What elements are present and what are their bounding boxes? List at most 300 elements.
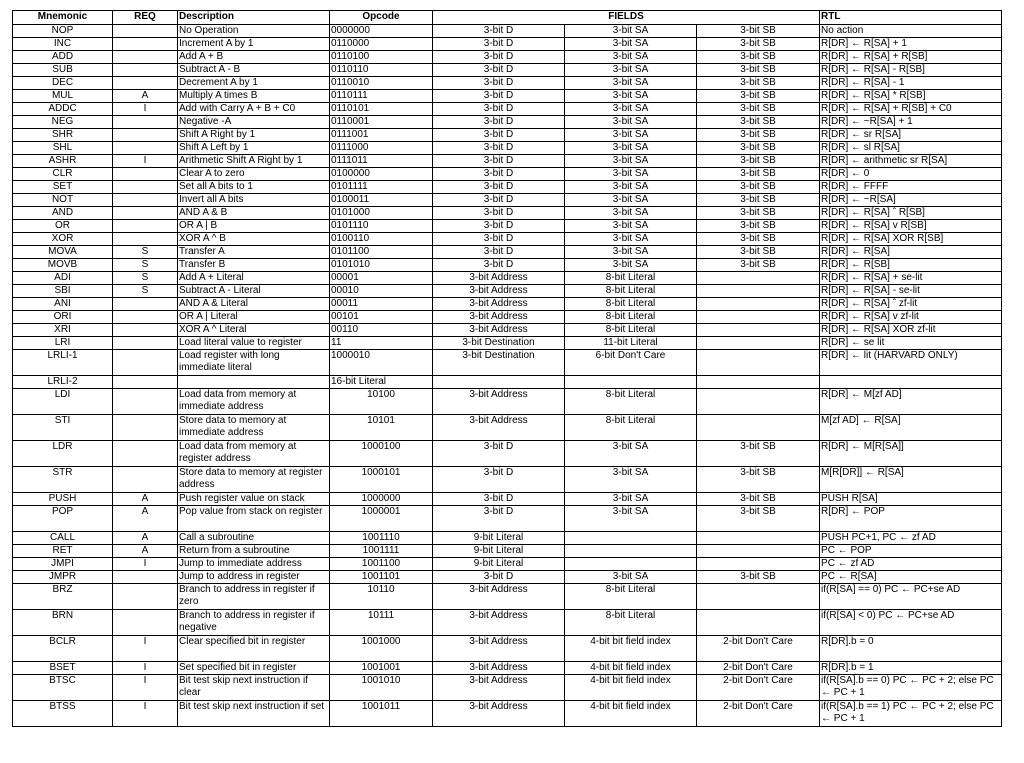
field1-cell: 3-bit D [433,194,565,207]
field1-cell: 3-bit D [433,571,565,584]
table-row [13,571,1002,584]
opcode-cell: 0110110 [330,64,433,77]
mnemonic-cell: JMPR [13,571,113,584]
req-cell [113,220,178,233]
field1-cell: 3-bit Address [433,389,565,415]
field2-cell: 3-bit SA [565,259,697,272]
req-cell [113,298,178,311]
description-cell: Load data from memory at immediate address [178,389,330,415]
description-cell: Store data to memory at immediate address [178,415,330,441]
req-cell [113,129,178,142]
table-row [13,662,1002,675]
req-cell [113,389,178,415]
description-cell: Branch to address in register if zero [178,584,330,610]
description-cell: Increment A by 1 [178,38,330,51]
opcode-cell: 0101111 [330,181,433,194]
field3-cell: 3-bit SB [697,506,820,532]
table-row [13,116,1002,129]
opcode-cell: 00101 [330,311,433,324]
rtl-cell: R[DR] ← sr R[SA] [820,129,1002,142]
opcode-cell: 0101110 [330,220,433,233]
field1-cell: 3-bit Address [433,272,565,285]
description-cell: No Operation [178,25,330,38]
rtl-cell: R[DR] ← lit (HARVARD ONLY) [820,350,1002,376]
mnemonic-cell: LRLI-2 [13,376,113,389]
field3-cell [697,558,820,571]
rtl-cell: R[DR] ← 0 [820,168,1002,181]
table-row [13,337,1002,350]
description-cell: Clear specified bit in register [178,636,330,662]
field2-cell: 8-bit Literal [565,415,697,441]
field3-cell: 3-bit SB [697,129,820,142]
rtl-cell: PUSH PC+1, PC ← zf AD [820,532,1002,545]
rtl-cell: PC ← zf AD [820,558,1002,571]
field1-cell: 3-bit D [433,207,565,220]
req-cell [113,467,178,493]
description-cell: Jump to address in register [178,571,330,584]
field1-cell: 3-bit D [433,90,565,103]
req-cell [113,38,178,51]
field2-cell: 11-bit Literal [565,337,697,350]
table-row [13,506,1002,532]
field1-cell: 3-bit Address [433,298,565,311]
req-cell: S [113,285,178,298]
table-row [13,584,1002,610]
rtl-cell: if(R[SA] == 0) PC ← PC+se AD [820,584,1002,610]
rtl-cell: R[DR] ← M[zf AD] [820,389,1002,415]
field1-cell: 9-bit Literal [433,545,565,558]
field2-cell [565,558,697,571]
mnemonic-cell: STI [13,415,113,441]
field3-cell [697,532,820,545]
mnemonic-cell: ADI [13,272,113,285]
rtl-cell: if(R[SA] < 0) PC ← PC+se AD [820,610,1002,636]
rtl-cell: R[DR] ← R[SB] [820,259,1002,272]
req-cell: A [113,90,178,103]
field3-cell [697,545,820,558]
req-cell: I [113,701,178,727]
header-row [13,11,1002,25]
req-cell: I [113,155,178,168]
field3-cell: 3-bit SB [697,493,820,506]
col-req-header: REQ [113,11,178,25]
field1-cell: 3-bit D [433,38,565,51]
field1-cell: 3-bit Address [433,285,565,298]
field3-cell: 3-bit SB [697,194,820,207]
table-row [13,38,1002,51]
opcode-cell: 1000010 [330,350,433,376]
field3-cell [697,285,820,298]
field2-cell: 4-bit bit field index [565,675,697,701]
table-row [13,610,1002,636]
mnemonic-cell: MUL [13,90,113,103]
description-cell: Add with Carry A + B + C0 [178,103,330,116]
rtl-cell: R[DR] ← sl R[SA] [820,142,1002,155]
field2-cell: 3-bit SA [565,103,697,116]
rtl-cell: R[DR] ← R[SA] + se-lit [820,272,1002,285]
rtl-cell: PC ← R[SA] [820,571,1002,584]
rtl-cell: R[DR] ← R[SA] - 1 [820,77,1002,90]
field2-cell: 3-bit SA [565,116,697,129]
opcode-cell: 10110 [330,584,433,610]
mnemonic-cell: BSET [13,662,113,675]
req-cell [113,181,178,194]
field2-cell: 8-bit Literal [565,272,697,285]
rtl-cell: PUSH R[SA] [820,493,1002,506]
description-cell: OR A | Literal [178,311,330,324]
description-cell: Push register value on stack [178,493,330,506]
req-cell [113,77,178,90]
opcode-cell: 1001001 [330,662,433,675]
opcode-cell: 0101010 [330,259,433,272]
req-cell [113,194,178,207]
table-row [13,324,1002,337]
opcode-cell: 10111 [330,610,433,636]
rtl-cell: R[DR] ← R[SA] XOR zf-lit [820,324,1002,337]
rtl-cell: R[DR] ← R[SA] - R[SB] [820,64,1002,77]
field2-cell: 8-bit Literal [565,324,697,337]
description-cell: Jump to immediate address [178,558,330,571]
field2-cell: 3-bit SA [565,168,697,181]
mnemonic-cell: BCLR [13,636,113,662]
field2-cell: 3-bit SA [565,506,697,532]
req-cell [113,207,178,220]
opcode-cell: 00110 [330,324,433,337]
field1-cell [433,376,565,389]
mnemonic-cell: XOR [13,233,113,246]
opcode-cell: 1001010 [330,675,433,701]
field3-cell [697,610,820,636]
table-row [13,467,1002,493]
mnemonic-cell: LRLI-1 [13,350,113,376]
description-cell: Set specified bit in register [178,662,330,675]
table-row [13,493,1002,506]
field1-cell: 3-bit D [433,181,565,194]
field2-cell: 8-bit Literal [565,298,697,311]
req-cell [113,610,178,636]
req-cell [113,51,178,64]
table-row [13,103,1002,116]
field2-cell: 3-bit SA [565,129,697,142]
description-cell: Arithmetic Shift A Right by 1 [178,155,330,168]
col-rtl-header: RTL [820,11,1002,25]
opcode-cell: 0110001 [330,116,433,129]
req-cell: I [113,103,178,116]
opcode-cell: 1001000 [330,636,433,662]
table-row [13,233,1002,246]
description-cell: Bit test skip next instruction if set [178,701,330,727]
description-cell: Add A + Literal [178,272,330,285]
rtl-cell: R[DR] ← R[SA] ˆ zf-lit [820,298,1002,311]
mnemonic-cell: MOVB [13,259,113,272]
field2-cell: 4-bit bit field index [565,636,697,662]
req-cell [113,64,178,77]
field2-cell [565,376,697,389]
opcode-cell: 00001 [330,272,433,285]
description-cell: Store data to memory at register address [178,467,330,493]
description-cell: Clear A to zero [178,168,330,181]
table-row [13,181,1002,194]
table-row [13,558,1002,571]
field1-cell: 3-bit D [433,129,565,142]
table-row [13,311,1002,324]
table-row [13,376,1002,389]
description-cell: Load register with long immediate literal [178,350,330,376]
table-row [13,155,1002,168]
opcode-cell: 0111011 [330,155,433,168]
field3-cell: 3-bit SB [697,220,820,233]
field3-cell: 3-bit SB [697,25,820,38]
field2-cell: 8-bit Literal [565,389,697,415]
mnemonic-cell: PUSH [13,493,113,506]
mnemonic-cell: SHR [13,129,113,142]
description-cell: Decrement A by 1 [178,77,330,90]
opcode-cell: 0111000 [330,142,433,155]
mnemonic-cell: NOT [13,194,113,207]
table-row [13,285,1002,298]
table-body [13,25,1002,727]
req-cell: A [113,545,178,558]
table-row [13,441,1002,467]
mnemonic-cell: NEG [13,116,113,129]
description-cell: AND A & Literal [178,298,330,311]
col-description-header: Description [178,11,330,25]
req-cell [113,168,178,181]
table-row [13,389,1002,415]
rtl-cell: R[DR] ← R[SA] * R[SB] [820,90,1002,103]
rtl-cell: R[DR] ← R[SA] + R[SB] [820,51,1002,64]
rtl-cell: R[DR] ← M[R[SA]] [820,441,1002,467]
table-row [13,51,1002,64]
rtl-cell: R[DR] ← R[SA] [820,246,1002,259]
mnemonic-cell: ORI [13,311,113,324]
table-row [13,298,1002,311]
description-cell: Pop value from stack on register [178,506,330,532]
field3-cell [697,324,820,337]
description-cell: Load data from memory at register address [178,441,330,467]
mnemonic-cell: POP [13,506,113,532]
mnemonic-cell: SUB [13,64,113,77]
field2-cell: 8-bit Literal [565,285,697,298]
req-cell [113,324,178,337]
description-cell: Transfer B [178,259,330,272]
field3-cell [697,272,820,285]
field1-cell: 3-bit D [433,220,565,233]
mnemonic-cell: AND [13,207,113,220]
opcode-cell: 0101000 [330,207,433,220]
req-cell: A [113,493,178,506]
col-fields-header: FIELDS [433,11,820,25]
req-cell [113,584,178,610]
field3-cell: 3-bit SB [697,103,820,116]
rtl-cell: if(R[SA].b == 1) PC ← PC + 2; else PC ← PC + 1 [820,701,1002,727]
field3-cell [697,389,820,415]
description-cell: OR A | B [178,220,330,233]
field2-cell: 3-bit SA [565,571,697,584]
req-cell [113,376,178,389]
field3-cell: 3-bit SB [697,90,820,103]
table-row [13,246,1002,259]
field2-cell: 3-bit SA [565,38,697,51]
rtl-cell: R[DR].b = 0 [820,636,1002,662]
mnemonic-cell: NOP [13,25,113,38]
table-row [13,415,1002,441]
field1-cell: 3-bit Address [433,610,565,636]
opcode-cell: 11 [330,337,433,350]
field2-cell: 3-bit SA [565,233,697,246]
table-row [13,636,1002,662]
description-cell: Add A + B [178,51,330,64]
mnemonic-cell: OR [13,220,113,233]
field2-cell: 4-bit bit field index [565,701,697,727]
req-cell: A [113,532,178,545]
req-cell [113,142,178,155]
req-cell [113,441,178,467]
table-row [13,77,1002,90]
rtl-cell: PC ← POP [820,545,1002,558]
opcode-cell: 1000001 [330,506,433,532]
description-cell: Bit test skip next instruction if clear [178,675,330,701]
field1-cell: 3-bit Address [433,675,565,701]
field1-cell: 3-bit D [433,168,565,181]
field1-cell: 3-bit D [433,142,565,155]
table-row [13,701,1002,727]
field3-cell: 3-bit SB [697,168,820,181]
rtl-cell: R[DR] ← POP [820,506,1002,532]
field1-cell: 3-bit Address [433,324,565,337]
field1-cell: 9-bit Literal [433,532,565,545]
table-row [13,25,1002,38]
field2-cell: 3-bit SA [565,25,697,38]
field1-cell: 3-bit Address [433,701,565,727]
mnemonic-cell: ADD [13,51,113,64]
field3-cell: 3-bit SB [697,467,820,493]
mnemonic-cell: LDI [13,389,113,415]
req-cell [113,25,178,38]
rtl-cell: R[DR] ← ~R[SA] [820,194,1002,207]
mnemonic-cell: DEC [13,77,113,90]
rtl-cell: R[DR] ← R[SA] + R[SB] + C0 [820,103,1002,116]
field1-cell: 3-bit D [433,116,565,129]
rtl-cell: M[R[DR]] ← R[SA] [820,467,1002,493]
field1-cell: 3-bit D [433,25,565,38]
req-cell: I [113,636,178,662]
table-row [13,272,1002,285]
description-cell: Set all A bits to 1 [178,181,330,194]
rtl-cell: if(R[SA].b == 0) PC ← PC + 2; else PC ← PC + 1 [820,675,1002,701]
field3-cell: 3-bit SB [697,155,820,168]
opcode-cell: 0101100 [330,246,433,259]
rtl-cell: R[DR] ← arithmetic sr R[SA] [820,155,1002,168]
field1-cell: 3-bit D [433,103,565,116]
req-cell: I [113,675,178,701]
opcode-cell: 0000000 [330,25,433,38]
field3-cell: 3-bit SB [697,246,820,259]
field2-cell: 3-bit SA [565,51,697,64]
field1-cell: 3-bit Address [433,584,565,610]
field1-cell: 3-bit D [433,259,565,272]
description-cell: Call a subroutine [178,532,330,545]
field1-cell: 3-bit D [433,64,565,77]
field3-cell: 2-bit Don't Care [697,701,820,727]
field3-cell: 3-bit SB [697,38,820,51]
opcode-cell: 1000100 [330,441,433,467]
rtl-cell: No action [820,25,1002,38]
field2-cell: 3-bit SA [565,64,697,77]
mnemonic-cell: CALL [13,532,113,545]
req-cell [113,116,178,129]
field2-cell [565,545,697,558]
table-row [13,194,1002,207]
field3-cell: 3-bit SB [697,116,820,129]
field1-cell: 3-bit Destination [433,337,565,350]
field3-cell: 3-bit SB [697,233,820,246]
req-cell: I [113,558,178,571]
description-cell: Transfer A [178,246,330,259]
field3-cell [697,350,820,376]
field3-cell: 2-bit Don't Care [697,636,820,662]
mnemonic-cell: ADDC [13,103,113,116]
req-cell [113,350,178,376]
field1-cell: 3-bit Address [433,636,565,662]
opcode-cell: 0100110 [330,233,433,246]
description-cell: Return from a subroutine [178,545,330,558]
mnemonic-cell: LDR [13,441,113,467]
field2-cell [565,532,697,545]
field2-cell: 8-bit Literal [565,610,697,636]
field1-cell: 3-bit D [433,233,565,246]
mnemonic-cell: RET [13,545,113,558]
field2-cell: 3-bit SA [565,441,697,467]
req-cell: A [113,506,178,532]
mnemonic-cell: ASHR [13,155,113,168]
opcode-cell: 1000101 [330,467,433,493]
description-cell: Shift A Right by 1 [178,129,330,142]
table-row [13,129,1002,142]
opcode-cell: 00010 [330,285,433,298]
instruction-set-table [12,10,1002,727]
mnemonic-cell: BTSC [13,675,113,701]
rtl-cell: R[DR] ← se lit [820,337,1002,350]
opcode-cell: 0100000 [330,168,433,181]
mnemonic-cell: BRZ [13,584,113,610]
field3-cell: 3-bit SB [697,142,820,155]
opcode-cell: 1000000 [330,493,433,506]
table-row [13,675,1002,701]
field2-cell: 3-bit SA [565,207,697,220]
opcode-cell: 1001110 [330,532,433,545]
description-cell: Load literal value to register [178,337,330,350]
field3-cell: 3-bit SB [697,259,820,272]
table-row [13,64,1002,77]
field2-cell: 6-bit Don't Care [565,350,697,376]
field2-cell: 3-bit SA [565,467,697,493]
description-cell: Multiply A times B [178,90,330,103]
table-row [13,350,1002,376]
field2-cell: 3-bit SA [565,194,697,207]
field1-cell: 3-bit D [433,506,565,532]
field3-cell: 2-bit Don't Care [697,662,820,675]
field3-cell [697,337,820,350]
field3-cell: 3-bit SB [697,51,820,64]
mnemonic-cell: ANI [13,298,113,311]
field3-cell: 3-bit SB [697,181,820,194]
field1-cell: 3-bit D [433,77,565,90]
field1-cell: 9-bit Literal [433,558,565,571]
field1-cell: 3-bit D [433,51,565,64]
table-row [13,532,1002,545]
opcode-cell: 0111001 [330,129,433,142]
